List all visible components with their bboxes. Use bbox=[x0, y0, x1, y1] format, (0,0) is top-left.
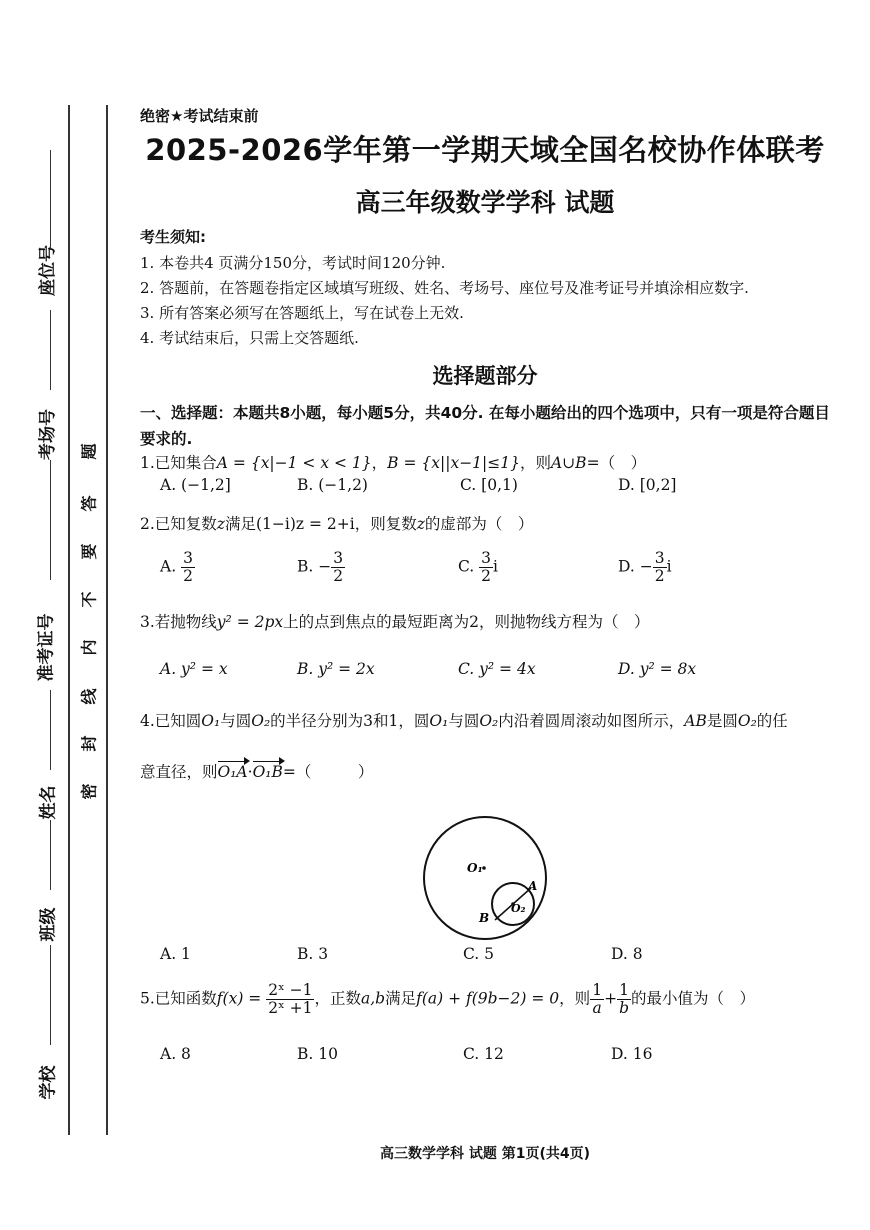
seal-char: 密 bbox=[79, 783, 99, 800]
seal-char: 答 bbox=[79, 495, 99, 512]
q5-text: ，正数 bbox=[314, 989, 361, 1008]
ticket-number-label: 准考证号 bbox=[36, 613, 57, 682]
part-one-instructions: 一、选择题：本题共8小题，每小题5分，共40分. 在每小题给出的四个选项中，只有一项是符合题目要求的. bbox=[140, 404, 830, 448]
notice-item: 4. 考试结束后，只需上交答题纸. bbox=[140, 329, 359, 347]
page-subtitle: 高三年级数学学科 试题 bbox=[355, 188, 615, 217]
name-label: 姓名 bbox=[38, 785, 59, 820]
page-title: 2025-2026学年第一学期天域全国名校协作体联考 bbox=[145, 133, 825, 167]
center-o1-dot bbox=[482, 866, 486, 870]
q2-option-b bbox=[297, 550, 345, 585]
q5-text: 5.已知函数 bbox=[140, 989, 217, 1008]
denominator: 2 bbox=[333, 567, 344, 586]
denominator: a bbox=[592, 999, 602, 1018]
q1-text: ， bbox=[371, 454, 388, 472]
q5-option-c: C. 12 bbox=[463, 1045, 504, 1063]
seat-number-line-2 bbox=[50, 310, 51, 390]
q4-text: 4.已知圆 bbox=[140, 712, 202, 730]
diameter-ab: AB bbox=[684, 712, 707, 730]
denominator: 2 bbox=[183, 567, 193, 586]
option-letter: B. − bbox=[297, 557, 332, 576]
label-a: A bbox=[528, 879, 538, 893]
denominator: b bbox=[619, 999, 629, 1018]
q1-text: 1.已知集合 bbox=[140, 454, 217, 472]
numerator: 2ˣ −1 bbox=[268, 981, 313, 999]
class-label: 班级 bbox=[38, 907, 59, 942]
q4-text: 与圆 bbox=[448, 712, 480, 730]
fraction bbox=[181, 550, 195, 585]
q1-text: ，则 bbox=[519, 454, 551, 472]
q5-option-d: D. 16 bbox=[611, 1045, 653, 1063]
q4-option-c: C. 5 bbox=[463, 945, 495, 963]
numerator: 3 bbox=[481, 549, 492, 567]
notice-heading: 考生须知: bbox=[140, 228, 206, 246]
question-3-stem bbox=[140, 610, 650, 632]
q3-option-c: C. y² = 4x bbox=[458, 660, 536, 678]
func-def: f(x) = bbox=[216, 989, 262, 1008]
seal-char: 封 bbox=[79, 735, 99, 752]
denominator: 2 bbox=[654, 567, 665, 586]
class-line bbox=[50, 945, 51, 1045]
exam-room-label: 考场号 bbox=[38, 409, 58, 460]
q5-option-a: A. 8 bbox=[160, 1045, 191, 1063]
vars-ab: a,b bbox=[360, 989, 386, 1008]
set-b: B = {x||x−1|≤1} bbox=[387, 454, 520, 472]
seal-char: 不 bbox=[79, 591, 99, 608]
imaginary-unit: i bbox=[666, 557, 672, 576]
q3-text: 上的点到焦点的最短距离为2，则抛物线方程为（ ） bbox=[283, 613, 650, 631]
q3-option-a: A. y² = x bbox=[160, 660, 228, 678]
var-z: z bbox=[216, 515, 225, 533]
numerator: 3 bbox=[654, 549, 665, 567]
q4-text: 的半径分别为3和1，圆 bbox=[270, 712, 430, 730]
circle-o1: O₁ bbox=[429, 712, 449, 730]
fraction bbox=[617, 982, 631, 1017]
q4-text: 与圆 bbox=[220, 712, 252, 730]
q2-text: 的虚部为（ ） bbox=[424, 515, 534, 533]
q2-equation: (1−i)z = 2+i bbox=[255, 515, 355, 533]
numerator: 1 bbox=[592, 981, 603, 999]
q4-text: =（ ） bbox=[282, 763, 374, 781]
set-a: A = {x|−1 < x < 1} bbox=[216, 454, 372, 472]
q3-text: 3.若抛物线 bbox=[140, 613, 217, 631]
q4-option-b: B. 3 bbox=[297, 945, 329, 963]
q4-text: 内沿着圆周滚动如图所示， bbox=[498, 712, 685, 730]
q1-option-d: D. [0,2] bbox=[618, 476, 677, 494]
q1-option-b: B. (−1,2) bbox=[297, 476, 368, 494]
label-o1: O₁ bbox=[467, 861, 483, 875]
secret-mark: 绝密★考试结束前 bbox=[140, 107, 259, 125]
q4-text: 意直径，则 bbox=[140, 763, 218, 781]
fraction bbox=[479, 550, 493, 585]
notice-item: 1. 本卷共4 页满分150分，考试时间120分钟. bbox=[140, 254, 446, 272]
var-z: z bbox=[416, 515, 425, 533]
option-letter: C. bbox=[458, 557, 475, 576]
label-b: B bbox=[479, 911, 490, 925]
q1-text: =（ ） bbox=[586, 454, 647, 472]
fraction bbox=[590, 982, 604, 1017]
q5-text: 满足 bbox=[385, 989, 417, 1008]
question-2-stem bbox=[140, 512, 533, 534]
imaginary-unit: i bbox=[493, 557, 499, 576]
page-footer: 高三数学学科 试题 第1页(共4页) bbox=[379, 1146, 591, 1162]
q5-text: ，则 bbox=[559, 989, 591, 1008]
denominator: 2 bbox=[481, 567, 492, 586]
question-1-stem bbox=[140, 451, 646, 473]
numerator: 3 bbox=[333, 549, 344, 567]
q1-option-c: C. [0,1) bbox=[460, 476, 518, 494]
numerator: 1 bbox=[617, 982, 631, 1000]
q2-option-a bbox=[160, 550, 195, 585]
option-letter: A. bbox=[160, 557, 177, 576]
q3-equation: y² = 2px bbox=[216, 613, 284, 631]
seal-char: 要 bbox=[79, 543, 99, 560]
q4-option-d: D. 8 bbox=[611, 945, 643, 963]
binding-line-outer bbox=[68, 105, 70, 1135]
numerator: 3 bbox=[183, 549, 193, 567]
circle-o1: O₁ bbox=[201, 712, 221, 730]
union-expr: A∪B bbox=[551, 454, 587, 472]
fraction bbox=[331, 550, 345, 585]
dot-operator: · bbox=[247, 763, 253, 781]
name-line bbox=[50, 820, 51, 890]
circle-o2: O₂ bbox=[251, 712, 271, 730]
q5-condition: f(a) + f(9b−2) = 0 bbox=[416, 989, 560, 1008]
q3-option-b: B. y² = 2x bbox=[297, 660, 375, 678]
q2-option-c bbox=[458, 550, 498, 585]
q5-option-b: B. 10 bbox=[297, 1045, 338, 1063]
q2-text: 满足 bbox=[224, 515, 256, 533]
seat-number-line bbox=[50, 150, 51, 250]
q1-option-a: A. (−1,2] bbox=[160, 476, 231, 494]
circle-o2: O₂ bbox=[737, 712, 757, 730]
question-5-stem bbox=[140, 982, 755, 1017]
seal-char: 线 bbox=[79, 688, 99, 705]
question-4-line2 bbox=[140, 760, 373, 782]
q5-text: 的最小值为（ ） bbox=[631, 989, 756, 1008]
q4-option-a: A. 1 bbox=[160, 945, 191, 963]
seal-char: 内 bbox=[79, 639, 99, 656]
q2-option-d bbox=[618, 550, 672, 585]
seal-char: 题 bbox=[79, 443, 99, 460]
fraction bbox=[266, 982, 314, 1017]
q2-text: ，则复数 bbox=[354, 515, 417, 533]
seat-number-label: 座位号 bbox=[38, 245, 58, 296]
vector-o1b: O₁B bbox=[252, 763, 283, 781]
q4-text: 是圆 bbox=[706, 712, 738, 730]
vector-o1a: O₁A bbox=[217, 763, 248, 781]
denominator: 2ˣ +1 bbox=[268, 999, 313, 1018]
q3-option-d: D. y² = 8x bbox=[618, 660, 697, 678]
rolling-circles-figure bbox=[415, 808, 555, 948]
binding-line-inner bbox=[106, 105, 108, 1135]
q4-text: 的任 bbox=[756, 712, 788, 730]
school-label: 学校 bbox=[38, 1065, 59, 1100]
circle-o2: O₂ bbox=[479, 712, 499, 730]
q2-text: 2.已知复数 bbox=[140, 515, 217, 533]
ticket-number-line bbox=[50, 690, 51, 770]
plus-operator: + bbox=[604, 989, 618, 1008]
label-o2: O₂ bbox=[511, 902, 526, 915]
notice-item: 3. 所有答案必须写在答题纸上，写在试卷上无效. bbox=[140, 304, 464, 322]
notice-item: 2. 答题前，在答题卷指定区域填写班级、姓名、考场号、座位号及准考证号并填涂相应数字. bbox=[140, 279, 749, 297]
question-4-line1 bbox=[140, 709, 788, 731]
section-title: 选择题部分 bbox=[432, 364, 538, 388]
exam-room-line bbox=[50, 460, 51, 580]
option-letter: D. − bbox=[618, 557, 653, 576]
fraction bbox=[653, 550, 667, 585]
